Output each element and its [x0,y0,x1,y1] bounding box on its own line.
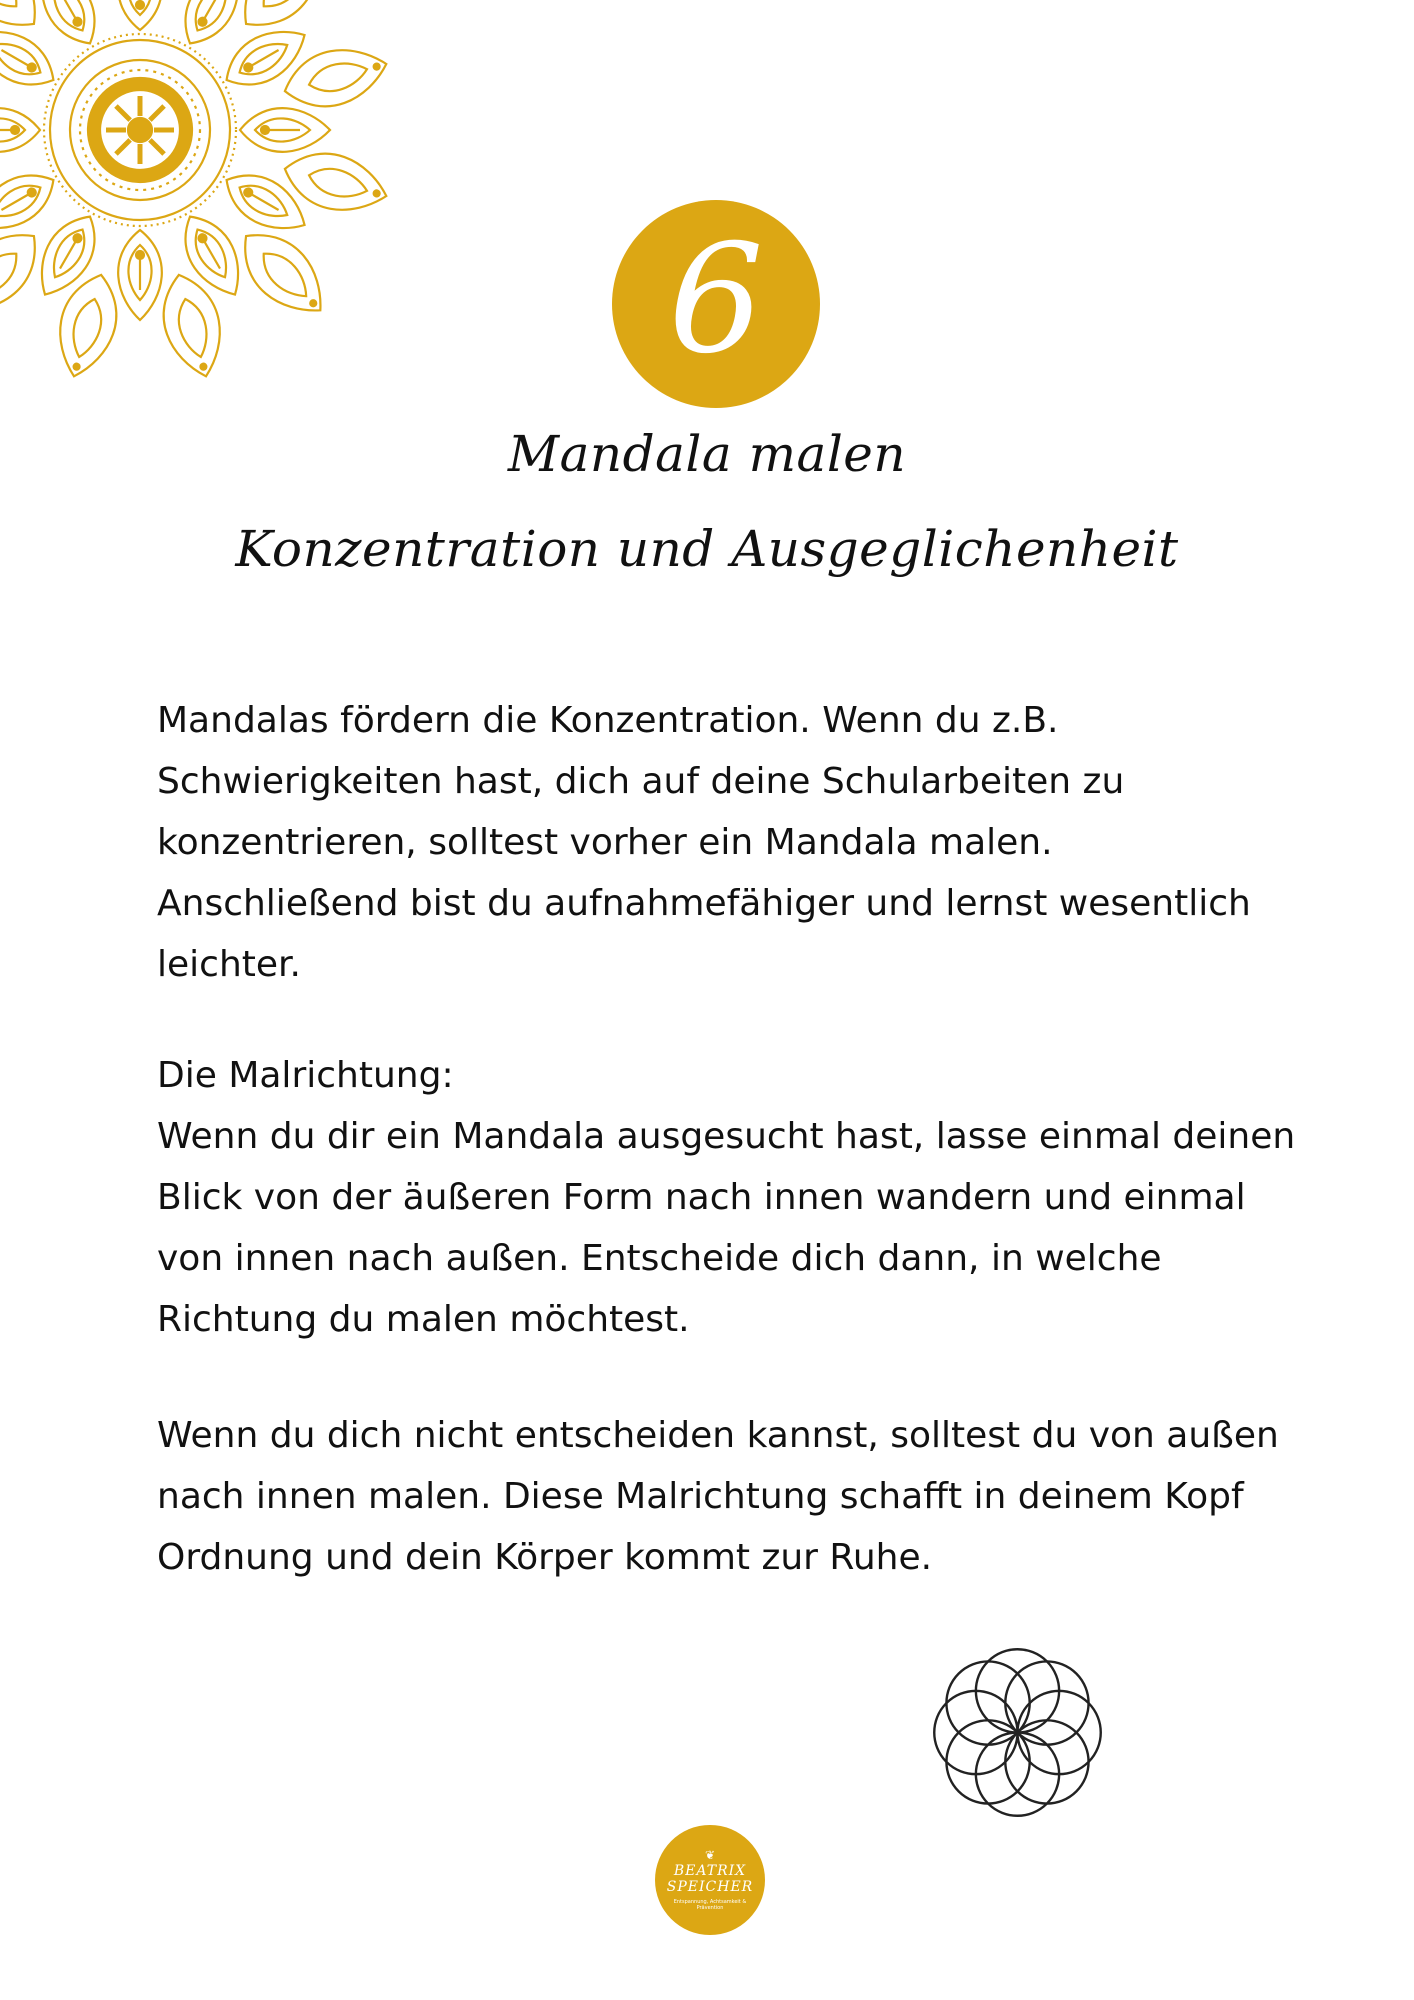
section-heading: Die Malrichtung: [157,1055,454,1096]
advice-paragraph [157,1405,1297,1588]
step-number-badge [612,200,820,408]
logo-tagline: Entspannung, Achtsamkeit & Prävention [673,1899,747,1911]
logo-name-first: BEATRIX [673,1863,747,1879]
paragraph-text: Wenn du dir ein Mandala ausgesucht hast, lasse einmal deinen Blick von der äußeren Form nach innen wandern und einmal von innen nach außen. Entscheide dich dann, in welche Richtung du malen möchtest. [157,1116,1296,1340]
paragraph-text: Mandalas fördern die Konzentration. Wenn du z.B. Schwierigkeiten hast, dich auf deine Schularbeiten zu konzentrieren, solltest vorher ein Mandala malen. Anschließend bist du aufnahmefähiger und lernst wesentlich leichter. [157,700,1251,985]
brand-logo [655,1825,765,1935]
flower-of-life-icon [925,1640,1110,1825]
lotus-icon: ❦ [704,1848,716,1862]
page-subtitle: Konzentration und Ausgeglichenheit [235,520,1179,578]
logo-name-last: SPEICHER [666,1879,754,1895]
flower-ring [1005,1661,1088,1744]
intro-paragraph [157,690,1297,995]
paragraph-text: Wenn du dich nicht entscheiden kannst, solltest du von außen nach innen malen. Diese Malrichtung schafft in deinem Kopf Ordnung und dein Körper kommt zur Ruhe. [157,1415,1279,1578]
step-number: 6 [668,213,764,387]
mandala-ornament-icon [0,0,410,400]
page-title: Mandala malen [507,425,907,483]
direction-section [157,1045,1297,1350]
